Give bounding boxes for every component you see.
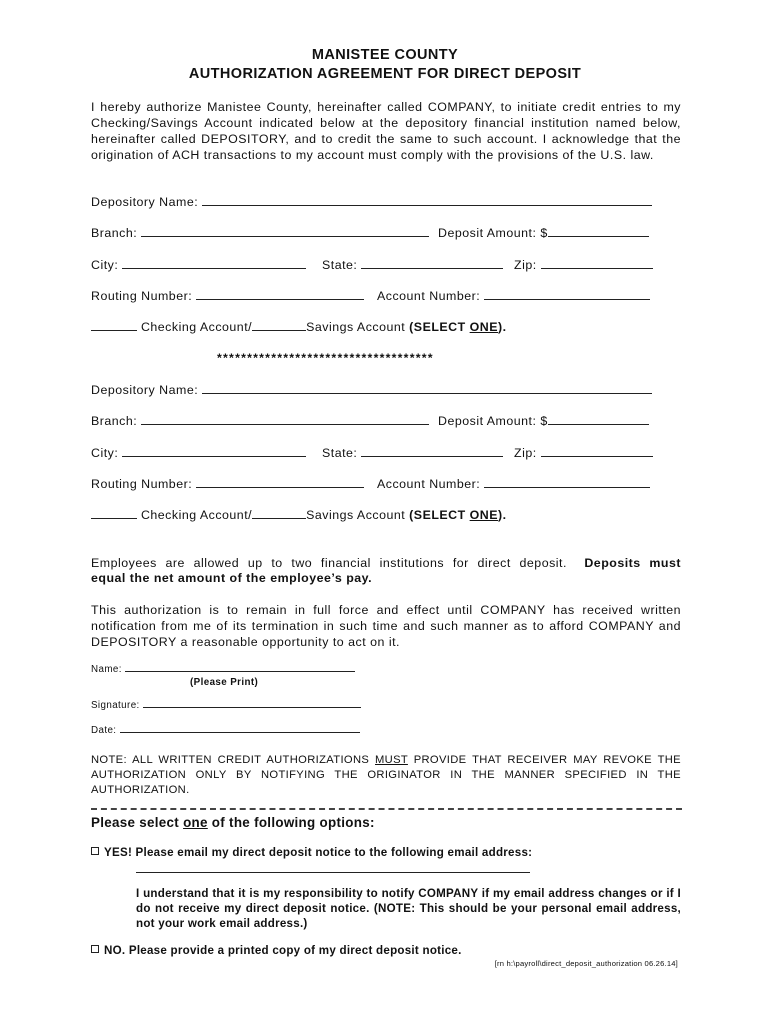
please-print-note: (Please Print) xyxy=(190,677,259,688)
zip-blank[interactable] xyxy=(541,446,653,457)
option-yes-label: YES! Please email my direct deposit notice to the following email address: xyxy=(104,846,533,859)
branch-label: Branch: xyxy=(91,226,138,240)
routing-blank[interactable] xyxy=(196,477,364,488)
email-responsibility-note: I understand that it is my responsibility to notify COMPANY if my email address changes or if I do not receive my direct deposit notice. (NOTE: This should be your personal email address, not your work email address.) xyxy=(136,887,681,930)
account-field-2[interactable] xyxy=(377,477,650,491)
option-yes[interactable] xyxy=(91,846,532,859)
employees-line-1: Employees are allowed up to two financial institutions for direct deposit. Deposits must xyxy=(91,556,682,570)
title-agreement: AUTHORIZATION AGREEMENT FOR DIRECT DEPOSIT xyxy=(188,66,582,82)
intro-paragraph: I hereby authorize Manistee County, hereinafter called COMPANY, to initiate credit entries to my Checking/Savings Account indicated below at the depository financial institution named below, hereinafter called DEPOSITORY, and to credit the same to such account. I acknowledge that the origination of ACH transactions to my account must comply with the provisions of the U.S. law. xyxy=(91,100,681,162)
depository-name-field-2[interactable] xyxy=(91,383,652,397)
depository-name-blank[interactable] xyxy=(202,383,652,394)
footer-reference: [rn h:\payroll\direct_deposit_authorization 06.26.14] xyxy=(494,959,678,968)
account-label: Account Number: xyxy=(377,477,481,491)
branch-label: Branch: xyxy=(91,414,138,428)
checking-label: Checking Account/ xyxy=(140,508,253,522)
select-one-note: (SELECT ONE). xyxy=(409,320,507,334)
branch-blank[interactable] xyxy=(141,226,429,237)
account-label: Account Number: xyxy=(377,289,481,303)
routing-label: Routing Number: xyxy=(91,289,193,303)
zip-label: Zip: xyxy=(514,258,537,272)
note-line-2: AUTHORIZATION ONLY BY NOTIFYING THE ORIGINATOR IN THE MANNER SPECIFIED IN THE xyxy=(91,769,681,781)
deposit-amount-field-1[interactable] xyxy=(438,226,649,240)
depository-name-blank[interactable] xyxy=(202,195,652,206)
state-blank[interactable] xyxy=(361,446,503,457)
account-blank[interactable] xyxy=(484,477,650,488)
account-type-row-2 xyxy=(91,508,507,522)
routing-blank[interactable] xyxy=(196,289,364,300)
state-blank[interactable] xyxy=(361,258,503,269)
savings-label: Savings Account xyxy=(306,320,406,334)
date-field[interactable] xyxy=(91,725,360,736)
state-field-1[interactable] xyxy=(322,258,503,272)
employees-line-2: equal the net amount of the employee’s pay. xyxy=(91,571,373,585)
deposit-amount-field-2[interactable] xyxy=(438,414,649,428)
name-label: Name: xyxy=(91,664,122,675)
signature-blank[interactable] xyxy=(143,700,361,708)
depository-name-field-1[interactable] xyxy=(91,195,652,209)
checking-blank[interactable] xyxy=(91,508,137,519)
account-field-1[interactable] xyxy=(377,289,650,303)
routing-field-2[interactable] xyxy=(91,477,364,491)
zip-label: Zip: xyxy=(514,446,537,460)
savings-blank[interactable] xyxy=(252,508,306,519)
depository-name-label: Depository Name: xyxy=(91,195,199,209)
zip-blank[interactable] xyxy=(541,258,653,269)
date-label: Date: xyxy=(91,725,117,736)
option-no-label: NO. Please provide a printed copy of my direct deposit notice. xyxy=(104,944,462,957)
state-label: State: xyxy=(322,446,358,460)
checking-label: Checking Account/ xyxy=(140,320,253,334)
dashed-divider xyxy=(91,808,682,810)
state-label: State: xyxy=(322,258,358,272)
note-line-3: AUTHORIZATION. xyxy=(91,784,190,796)
city-field-1[interactable] xyxy=(91,258,306,272)
option-no[interactable] xyxy=(91,944,462,957)
city-blank[interactable] xyxy=(122,446,306,457)
deposit-amount-label: Deposit Amount: $ xyxy=(438,226,548,240)
yes-checkbox-icon[interactable] xyxy=(91,847,99,855)
depository-name-label: Depository Name: xyxy=(91,383,199,397)
authorization-paragraph: This authorization is to remain in full force and effect until COMPANY has received written notification from me of its termination in such time and such manner as to afford COMPANY and DEPOSITORY a reasonable opportunity to act on it. xyxy=(91,603,681,649)
name-field[interactable] xyxy=(91,664,355,675)
state-field-2[interactable] xyxy=(322,446,503,460)
date-blank[interactable] xyxy=(120,725,360,733)
branch-blank[interactable] xyxy=(141,414,429,425)
title-county: MANISTEE COUNTY xyxy=(311,47,459,63)
zip-field-1[interactable] xyxy=(514,258,653,272)
account-type-row-1 xyxy=(91,320,507,334)
city-blank[interactable] xyxy=(122,258,306,269)
account-blank[interactable] xyxy=(484,289,650,300)
deposit-amount-blank[interactable] xyxy=(548,414,649,425)
note-line-1: NOTE: ALL WRITTEN CREDIT AUTHORIZATIONS MUST PROVIDE THAT RECEIVER MAY REVOKE THE xyxy=(91,754,681,766)
options-heading: Please select one of the following options: xyxy=(91,815,375,830)
routing-label: Routing Number: xyxy=(91,477,193,491)
routing-field-1[interactable] xyxy=(91,289,364,303)
deposit-amount-blank[interactable] xyxy=(548,226,649,237)
checking-blank[interactable] xyxy=(91,320,137,331)
signature-label: Signature: xyxy=(91,700,140,711)
city-label: City: xyxy=(91,258,119,272)
branch-field-2[interactable] xyxy=(91,414,429,428)
signature-field[interactable] xyxy=(91,700,361,711)
no-checkbox-icon[interactable] xyxy=(91,945,99,953)
zip-field-2[interactable] xyxy=(514,446,653,460)
branch-field-1[interactable] xyxy=(91,226,429,240)
select-one-note: (SELECT ONE). xyxy=(409,508,507,522)
separator-stars: ************************************ xyxy=(217,351,434,365)
deposit-amount-label: Deposit Amount: $ xyxy=(438,414,548,428)
name-blank[interactable] xyxy=(125,664,355,672)
savings-label: Savings Account xyxy=(306,508,406,522)
city-field-2[interactable] xyxy=(91,446,306,460)
email-address-line[interactable] xyxy=(136,872,530,873)
city-label: City: xyxy=(91,446,119,460)
savings-blank[interactable] xyxy=(252,320,306,331)
